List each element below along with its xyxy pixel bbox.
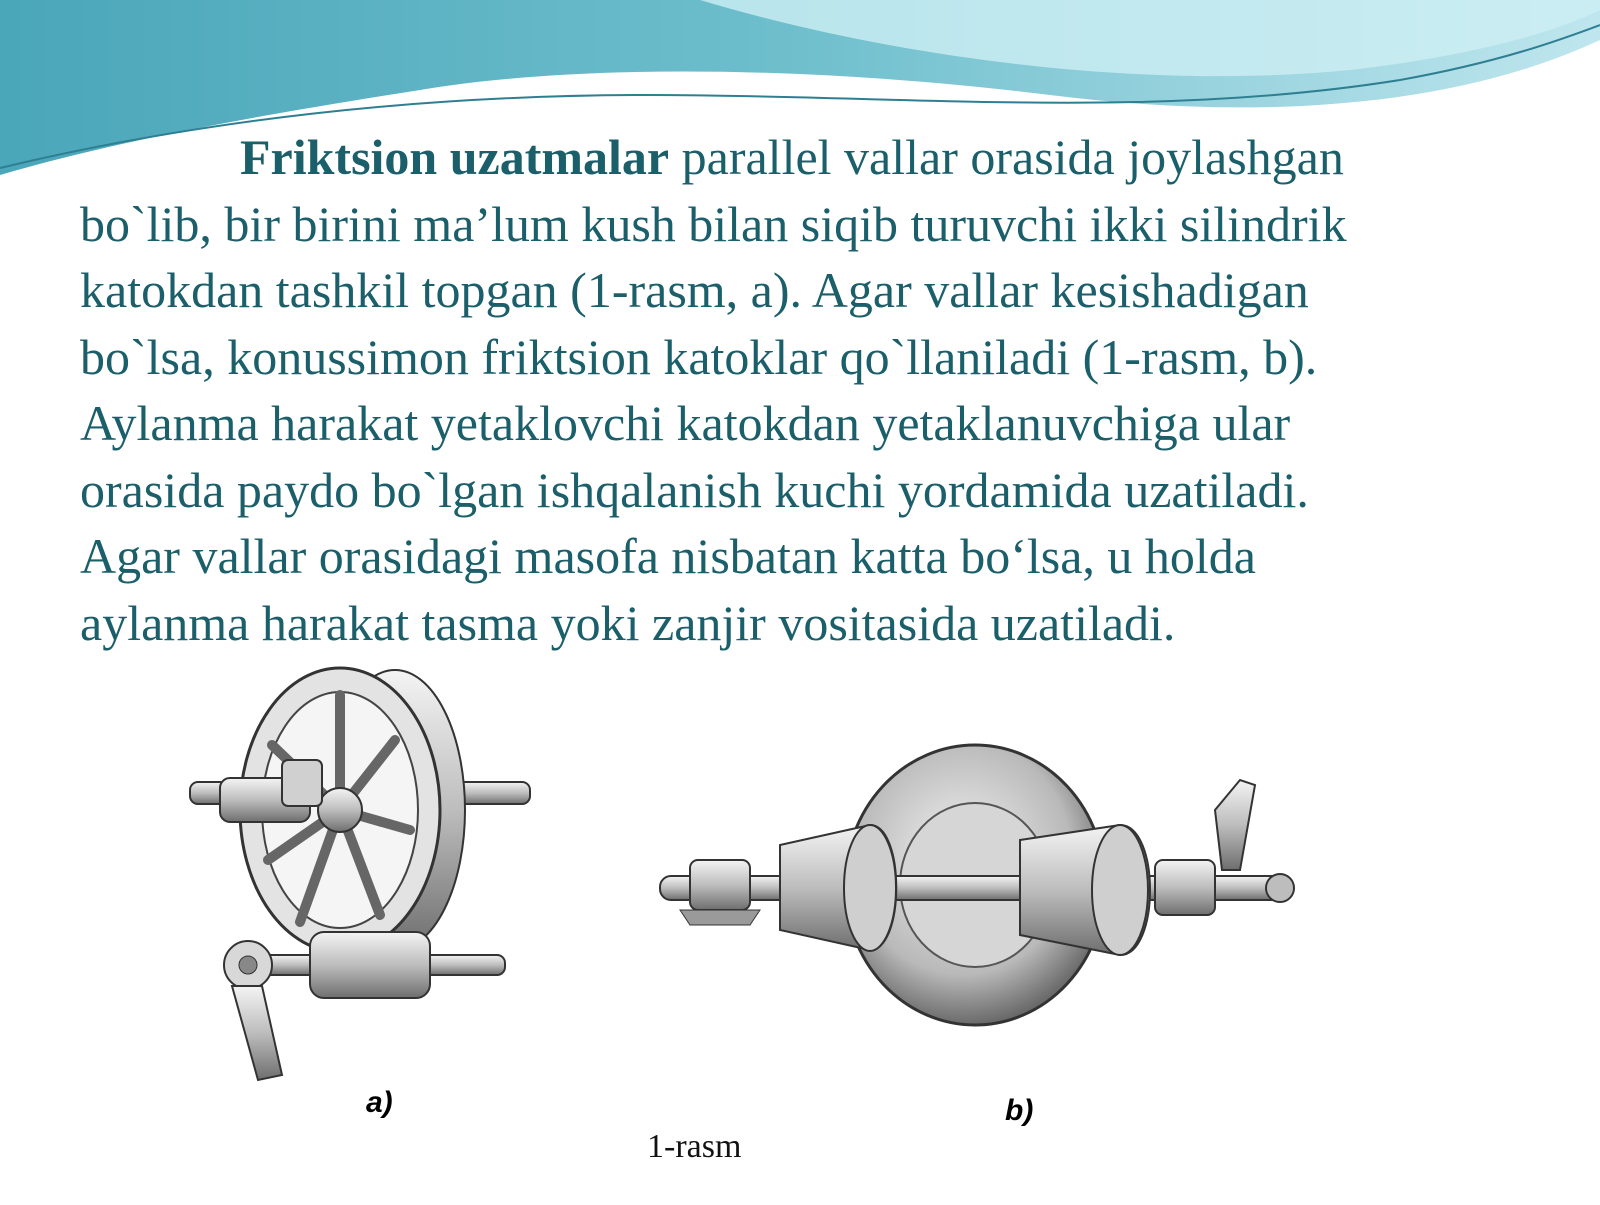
paragraph-line-8: aylanma harakat tasma yoki zanjir vositasida uzatiladi. — [80, 594, 1176, 651]
paragraph-line-2: bo`lib, bir birini ma’lum kush bilan siqib turuvchi ikki silindrik — [80, 195, 1347, 252]
paragraph-line-7: Agar vallar orasidagi masofa nisbatan katta bo‘lsa, u holda — [80, 528, 1257, 584]
paragraph-line-4: bo`lsa, konussimon friktsion katoklar qo`llaniladi (1-rasm, b). — [80, 328, 1318, 385]
figure-label-a: a) — [366, 1086, 393, 1119]
lead-term: Friktsion uzatmalar — [240, 129, 670, 185]
paragraph-line-1: Friktsion uzatmalar parallel vallar orasida joylashgan — [240, 129, 1344, 185]
figure-caption: 1-rasm — [647, 1128, 742, 1165]
friction-drive-figure — [0, 660, 1600, 1200]
paragraph-line-5: Aylanma harakat yetaklovchi katokdan yetaklanuvchiga ular — [80, 395, 1291, 451]
body-paragraph — [80, 124, 1570, 656]
figure-label-b: b) — [1005, 1094, 1034, 1127]
paragraph-line-3: katokdan tashkil topgan (1-rasm, a). Agar vallar kesishadigan — [80, 262, 1309, 318]
cylindrical-drive-drawing-a — [190, 668, 530, 1080]
conical-drive-drawing-b — [660, 745, 1294, 1025]
paragraph-line-6: orasida paydo bo`lgan ishqalanish kuchi yordamida uzatiladi. — [80, 461, 1309, 518]
friction-drive-illustration — [0, 660, 1600, 1200]
